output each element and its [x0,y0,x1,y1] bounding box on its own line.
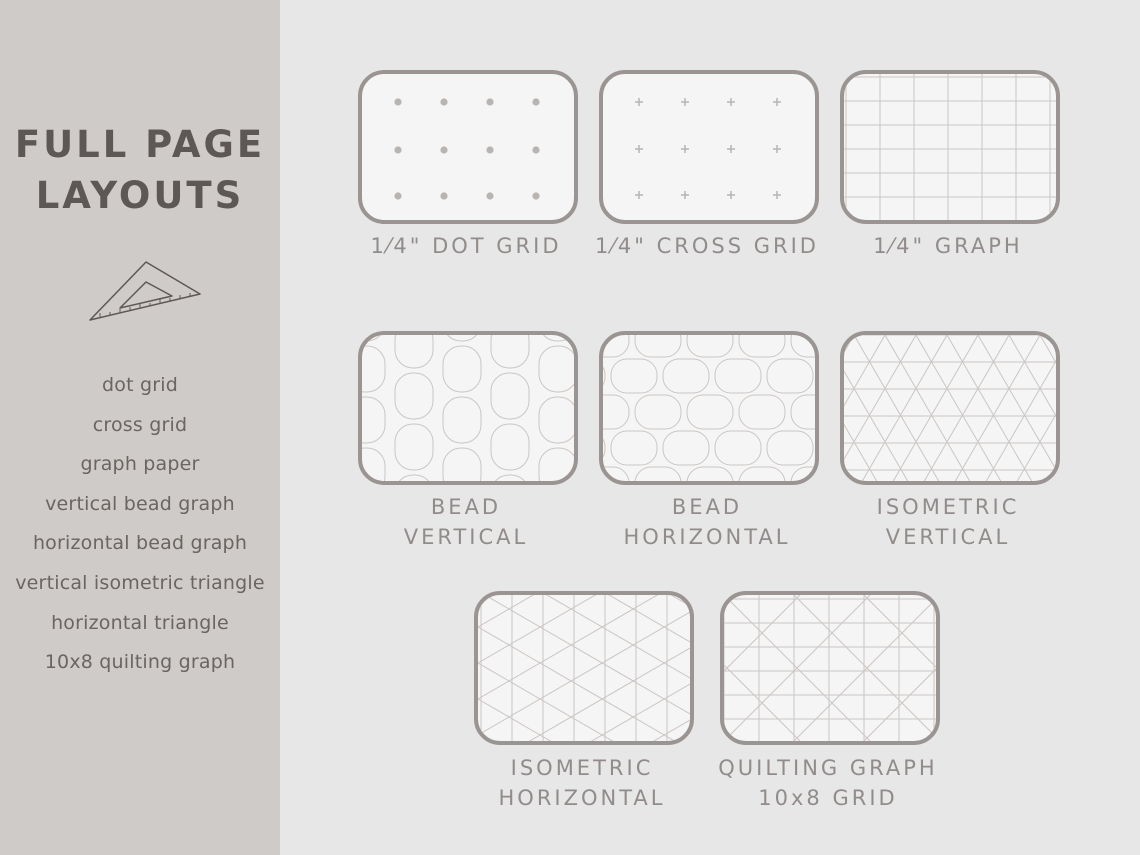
graph-pattern [844,74,1056,220]
bead-vertical-card [358,331,578,485]
cross-grid-card [599,70,819,224]
list-item: vertical isometric triangle [15,571,265,594]
quilting-graph-card [720,591,940,745]
list-item: 10x8 quilting graph [44,651,236,674]
sidebar-heading-line2: LAYOUTS [35,174,245,217]
bead-vertical-pattern [362,335,574,481]
set-square-ruler-icon [86,256,206,326]
quilting-graph-pattern [724,595,936,741]
dot-grid-card [358,70,578,224]
dot-grid-pattern [362,74,574,220]
bead-horizontal-label-line2: HORIZONTAL [623,525,791,549]
isometric-horizontal-label-line2: HORIZONTAL [498,786,666,810]
bead-horizontal-pattern [603,335,815,481]
graph-card [840,70,1060,224]
quilting-graph-label-line2: 10x8 GRID [758,786,898,810]
isometric-vertical-pattern [844,335,1056,481]
isometric-horizontal-card [474,591,694,745]
isometric-vertical-label-line2: VERTICAL [885,525,1011,549]
list-item: horizontal bead graph [32,532,248,555]
bead-horizontal-label-line1: BEAD [671,495,743,519]
list-item: cross grid [92,413,188,436]
sidebar [0,0,280,855]
layout-list [0,366,280,683]
isometric-horizontal-label-line1: ISOMETRIC [510,756,654,780]
list-item: vertical bead graph [45,492,235,515]
isometric-horizontal-pattern [478,595,690,741]
list-item: horizontal triangle [51,611,229,634]
bead-horizontal-card [599,331,819,485]
list-item: dot grid [102,374,178,396]
isometric-vertical-label-line1: ISOMETRIC [876,495,1020,519]
bead-vertical-label-line1: BEAD [430,495,502,519]
quilting-graph-label-line1: QUILTING GRAPH [718,756,938,780]
sidebar-heading-line1: FULL PAGE [14,123,266,166]
bead-vertical-label-line2: VERTICAL [403,525,529,549]
cross-grid-label: 1⁄4" CROSS GRID [595,234,819,258]
list-item: graph paper [80,453,200,476]
isometric-vertical-card [840,331,1060,485]
cross-grid-pattern [603,74,815,220]
dot-grid-label: 1⁄4" DOT GRID [370,234,562,258]
graph-label: 1⁄4" GRAPH [873,234,1023,258]
